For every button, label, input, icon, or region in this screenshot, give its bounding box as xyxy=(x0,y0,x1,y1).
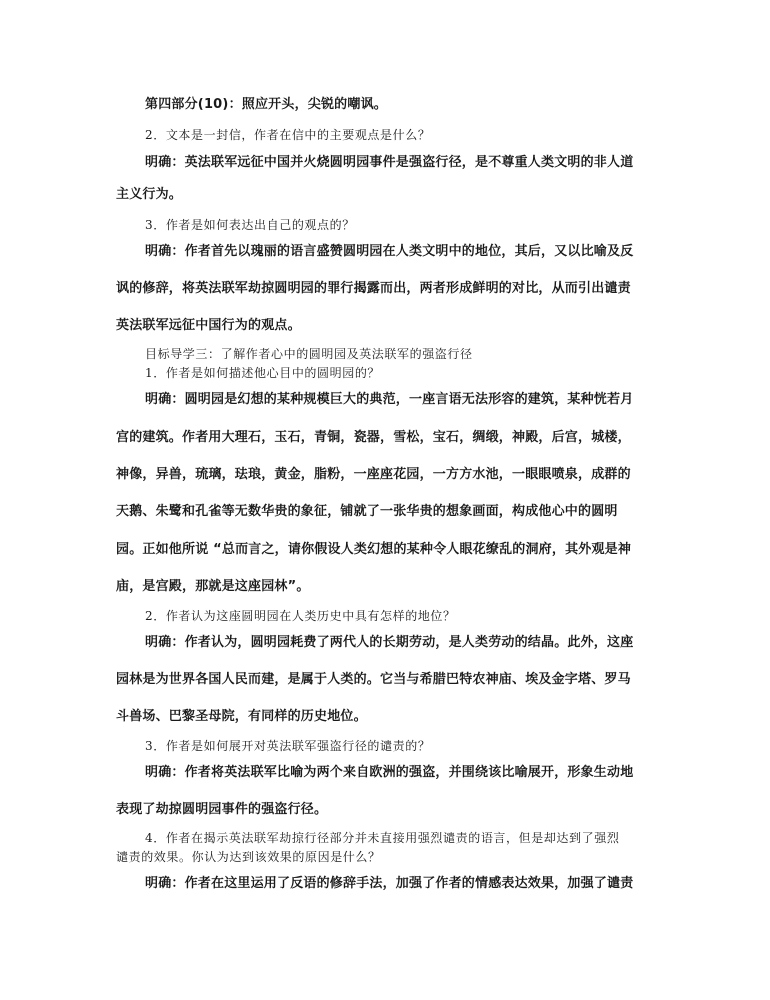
answer-2b-line-3: 斗兽场、巴黎圣母院，有同样的历史地位。 xyxy=(116,709,367,724)
answer-2-line-1: 明确：英法联军远征中国并火烧圆明园事件是强盗行径，是不尊重人类文明的非人道 xyxy=(145,155,634,170)
answer-2b-line-2: 园林是为世界各国人民而建，是属于人类的。它当与希腊巴特农神庙、埃及金字塔、罗马 xyxy=(116,672,631,687)
question-3: 3．作者是如何表达出自己的观点的？ xyxy=(145,218,355,232)
answer-2-line-2: 主义行为。 xyxy=(116,187,183,202)
answer-3-line-2: 讽的修辞，将英法联军劫掠圆明园的罪行揭露而出，两者形成鲜明的对比，从而引出谴责 xyxy=(116,281,631,296)
answer-3b-line-1: 明确：作者将英法联军比喻为两个来自欧洲的强盗，并围绕该比喻展开，形象生动地 xyxy=(145,765,634,780)
question-4b-line-1: 4．作者在揭示英法联军劫掠行径部分并未直接用强烈谴责的语言，但是却达到了强烈 xyxy=(145,831,620,845)
answer-1b-line-3: 神像，异兽，琉璃，珐琅，黄金，脂粉，一座座花园，一方方水池，一眼眼喷泉，成群的 xyxy=(116,467,631,482)
answer-2b-line-1: 明确：作者认为，圆明园耗费了两代人的长期劳动，是人类劳动的结晶。此外，这座 xyxy=(145,635,634,650)
question-2b: 2．作者认为这座圆明园在人类历史中具有怎样的地位？ xyxy=(145,609,456,623)
section-summary: 第四部分(10)：照应开头，尖锐的嘲讽。 xyxy=(145,97,387,112)
question-2: 2．文本是一封信，作者在信中的主要观点是什么？ xyxy=(145,128,431,142)
answer-1b-line-6: 庙，是宫殿，那就是这座园林”。 xyxy=(116,579,310,594)
answer-3-line-3: 英法联军远征中国行为的观点。 xyxy=(116,318,301,333)
question-1b: 1．作者是如何描述他心目中的圆明园的？ xyxy=(145,366,381,380)
answer-1b-line-4: 天鹅、朱鹭和孔雀等无数华贵的象征，铺就了一张华贵的想象画面，构成他心中的圆明 xyxy=(116,504,618,519)
answer-3-line-1: 明确：作者首先以瑰丽的语言盛赞圆明园在人类文明中的地位，其后，又以比喻及反 xyxy=(145,244,634,259)
question-4b-line-2: 谴责的效果。你认为达到该效果的原因是什么？ xyxy=(116,850,381,864)
answer-1b-line-5: 园。正如他所说 “总而言之，请你假设人类幻想的某种令人眼花缭乱的洞府，其外观是神 xyxy=(116,542,632,557)
answer-4b-line-1: 明确：作者在这里运用了反语的修辞手法，加强了作者的情感表达效果，加强了谴责 xyxy=(145,876,634,891)
objective-heading: 目标导学三：了解作者心中的圆明园及英法联军的强盗行径 xyxy=(145,347,473,361)
answer-1b-line-1: 明确：圆明园是幻想的某种规模巨大的典范，一座言语无法形容的建筑，某种恍若月 xyxy=(145,392,634,407)
answer-3b-line-2: 表现了劫掠圆明园事件的强盗行径。 xyxy=(116,802,328,817)
question-3b: 3．作者是如何展开对英法联军强盗行径的谴责的？ xyxy=(145,739,431,753)
answer-1b-line-2: 宫的建筑。作者用大理石，玉石，青铜，瓷器，雪松，宝石，绸缎，神殿，后宫，城楼， xyxy=(116,430,631,445)
